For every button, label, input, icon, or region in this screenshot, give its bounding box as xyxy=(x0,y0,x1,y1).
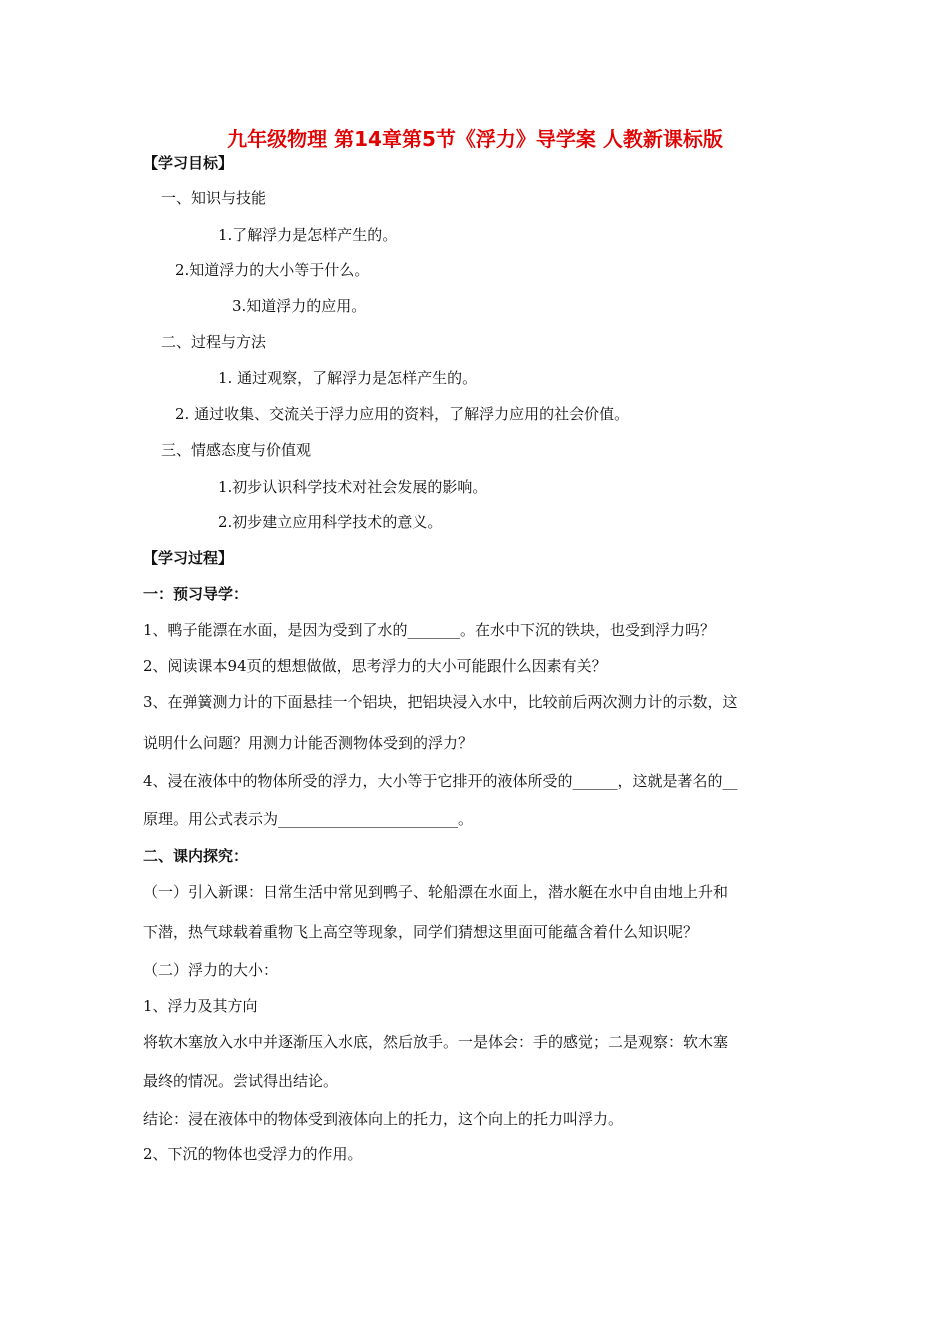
question-1: 1、鸭子能漂在水面，是因为受到了水的_______。在水中下沉的铁块，也受到浮力吗？ xyxy=(143,621,716,639)
paragraph-experiment-line-1: 将软木塞放入水中并逐渐压入水底，然后放手。一是体会：手的感觉；二是观察：软木塞 xyxy=(143,1033,729,1051)
objective-item: 3.知道浮力的应用。 xyxy=(232,297,367,315)
subsection-buoyancy-size: （二）浮力的大小： xyxy=(143,961,279,979)
subsection-buoyancy-direction: 1、浮力及其方向 xyxy=(143,997,258,1015)
subsection-sinking-objects: 2、下沉的物体也受浮力的作用。 xyxy=(143,1145,363,1163)
paragraph-experiment-line-2: 最终的情况。尝试得出结论。 xyxy=(143,1072,339,1090)
question-4-line-2: 原理。用公式表示为________________________。 xyxy=(143,810,474,828)
paragraph-intro-line-1: （一）引入新课：日常生活中常见到鸭子、轮船漂在水面上，潜水艇在水中自由地上升和 xyxy=(143,883,729,901)
question-4-line-1: 4、浸在液体中的物体所受的浮力，大小等于它排开的液体所受的______，这就是著名的__ xyxy=(143,772,738,790)
preview-heading: 一：预习导学： xyxy=(143,585,249,603)
paragraph-intro-line-2: 下潜，热气球载着重物飞上高空等现象，同学们猜想这里面可能蕴含着什么知识呢？ xyxy=(143,923,699,941)
question-3-line-1: 3、在弹簧测力计的下面悬挂一个铝块，把铝块浸入水中，比较前后两次测力计的示数，这 xyxy=(143,693,738,711)
section-knowledge-skills: 一、知识与技能 xyxy=(161,189,267,207)
question-2: 2、阅读课本94页的想想做做，思考浮力的大小可能跟什么因素有关？ xyxy=(143,657,607,675)
objective-item: 1.了解浮力是怎样产生的。 xyxy=(218,226,398,244)
objective-item: 2. 通过收集、交流关于浮力应用的资料，了解浮力应用的社会价值。 xyxy=(175,405,630,423)
inquiry-heading: 二、课内探究： xyxy=(143,847,249,865)
section-process-method: 二、过程与方法 xyxy=(161,333,267,351)
objective-item: 1.初步认识科学技术对社会发展的影响。 xyxy=(218,478,488,496)
objective-item: 2.知道浮力的大小等于什么。 xyxy=(175,261,370,279)
objectives-heading: 【学习目标】 xyxy=(143,154,234,172)
document-title: 九年级物理 第14章第5节《浮力》导学案 人教新课标版 xyxy=(227,127,723,151)
conclusion: 结论：浸在液体中的物体受到液体向上的托力，这个向上的托力叫浮力。 xyxy=(143,1110,624,1128)
objective-item: 1. 通过观察，了解浮力是怎样产生的。 xyxy=(218,369,478,387)
process-heading: 【学习过程】 xyxy=(143,549,234,567)
section-attitude-values: 三、情感态度与价值观 xyxy=(161,441,312,459)
objective-item: 2.初步建立应用科学技术的意义。 xyxy=(218,513,443,531)
question-3-line-2: 说明什么问题？用测力计能否测物体受到的浮力？ xyxy=(143,734,474,752)
